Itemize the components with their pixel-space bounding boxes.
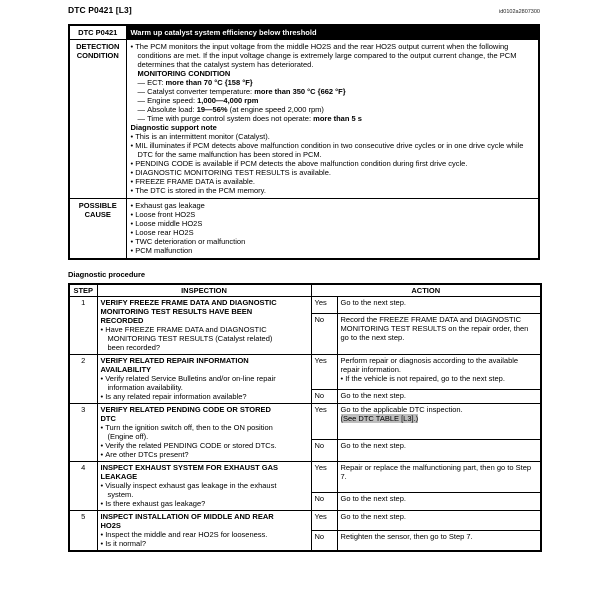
inspection-bullet: • Inspect the middle and rear HO2S for looseness. bbox=[101, 530, 281, 539]
no-action: Go to the next step. bbox=[337, 389, 541, 403]
inspection-title: VERIFY FREEZE FRAME DATA AND DIAGNOSTIC MONITORING TEST RESULTS HAVE BEEN RECORDED bbox=[100, 298, 277, 325]
column-header-step: STEP bbox=[69, 284, 97, 297]
monitoring-condition-item bbox=[138, 87, 535, 96]
yes-action: Repair or replace the malfunctioning part, then go to Step 7. bbox=[337, 462, 541, 493]
dtc-table-reference: (See DTC TABLE [L3].) bbox=[340, 414, 419, 423]
yes-action bbox=[337, 355, 541, 390]
condition-prefix: ECT: bbox=[147, 78, 166, 87]
no-action: Retighten the sensor, then go to Step 7. bbox=[337, 530, 541, 551]
detection-condition-row bbox=[69, 40, 539, 199]
monitoring-condition-item bbox=[138, 78, 535, 87]
step-number: 1 bbox=[69, 297, 97, 355]
no-label: No bbox=[311, 389, 337, 403]
dtc-header-row bbox=[69, 25, 539, 40]
step-2-yes-row bbox=[69, 355, 541, 390]
column-header-inspection: INSPECTION bbox=[97, 284, 311, 297]
doc-id: id0102a2807300 bbox=[499, 9, 540, 15]
monitoring-condition-heading: MONITORING CONDITION bbox=[137, 69, 231, 78]
inspection-bullet: • Turn the ignition switch off, then to the ON position (Engine off). bbox=[101, 423, 281, 441]
action-text: Perform repair or diagnosis according to the available repair information. bbox=[340, 356, 519, 374]
column-header-action: ACTION bbox=[311, 284, 541, 297]
dtc-summary-table bbox=[68, 24, 540, 260]
inspection-cell bbox=[97, 297, 311, 355]
condition-prefix: Time with purge control system does not operate: bbox=[147, 114, 314, 123]
inspection-cell bbox=[97, 404, 311, 462]
yes-label: Yes bbox=[311, 462, 337, 493]
inspection-bullet: • Verify the related PENDING CODE or stored DTCs. bbox=[101, 441, 281, 450]
yes-label: Yes bbox=[311, 297, 337, 314]
no-action: Go to the next step. bbox=[337, 440, 541, 462]
table-header-row bbox=[69, 284, 541, 297]
no-action: Go to the next step. bbox=[337, 492, 541, 510]
monitoring-condition-item bbox=[138, 114, 535, 123]
condition-value: more than 70 °C {158 °F} bbox=[165, 78, 253, 87]
inspection-bullet: • Are other DTCs present? bbox=[101, 450, 281, 459]
support-note-item: • FREEZE FRAME DATA is available. bbox=[131, 177, 535, 186]
inspection-cell bbox=[97, 511, 311, 552]
step-number: 4 bbox=[69, 462, 97, 511]
possible-cause-content bbox=[126, 199, 539, 260]
dtc-description-cell: Warm up catalyst system efficiency below threshold bbox=[126, 25, 539, 40]
support-note-item: • This is an intermittent monitor (Catalyst). bbox=[131, 132, 535, 141]
inspection-title: INSPECT INSTALLATION OF MIDDLE AND REAR HO2S bbox=[100, 512, 274, 530]
support-note-item: • MIL illuminates if PCM detects above malfunction condition in two consecutive drive cycles or in one drive cycle while DTC for the same malfunction has been stored in PCM. bbox=[131, 141, 535, 159]
detection-intro: • The PCM monitors the input voltage from the middle HO2S and the rear HO2S output current when the following conditions are met. If the input voltage change is extremely large compared to the output current change, the PCM determines that the catalyst system has deteriorated. bbox=[131, 42, 535, 69]
condition-prefix: Engine speed: bbox=[147, 96, 198, 105]
step-number: 5 bbox=[69, 511, 97, 552]
condition-value: more than 5 s bbox=[313, 114, 362, 123]
possible-cause-label: POSSIBLE CAUSE bbox=[69, 199, 126, 260]
detection-condition-content bbox=[126, 40, 539, 199]
monitoring-condition-item bbox=[138, 96, 535, 105]
yes-label: Yes bbox=[311, 355, 337, 390]
inspection-title: VERIFY RELATED REPAIR INFORMATION AVAILABILITY bbox=[100, 356, 249, 374]
condition-value: more than 350 °C {662 °F} bbox=[254, 87, 346, 96]
possible-cause-item: • Loose front HO2S bbox=[131, 210, 535, 219]
possible-cause-item: • TWC deterioration or malfunction bbox=[131, 237, 535, 246]
yes-action bbox=[337, 404, 541, 440]
support-note-item: • The DTC is stored in the PCM memory. bbox=[131, 186, 535, 195]
page-title: DTC P0421 [L3] bbox=[68, 5, 132, 15]
yes-label: Yes bbox=[311, 404, 337, 440]
condition-value: 19—56% bbox=[196, 105, 228, 114]
support-note-item: • DIAGNOSTIC MONITORING TEST RESULTS is available. bbox=[131, 168, 535, 177]
support-note-item: • PENDING CODE is available if PCM detects the above malfunction condition during first drive cycle. bbox=[131, 159, 535, 168]
inspection-bullet: • Is it normal? bbox=[101, 539, 281, 548]
step-3-yes-row bbox=[69, 404, 541, 440]
step-4-yes-row bbox=[69, 462, 541, 493]
inspection-title: VERIFY RELATED PENDING CODE OR STORED DTC bbox=[100, 405, 271, 423]
no-label: No bbox=[311, 530, 337, 551]
no-action: Record the FREEZE FRAME DATA and DIAGNOSTIC MONITORING TEST RESULTS on the repair order, then go to the next step. bbox=[337, 314, 541, 355]
step-number: 2 bbox=[69, 355, 97, 404]
page-header bbox=[68, 5, 540, 15]
step-1-yes-row bbox=[69, 297, 541, 314]
yes-action: Go to the next step. bbox=[337, 297, 541, 314]
step-number: 3 bbox=[69, 404, 97, 462]
step-5-yes-row bbox=[69, 511, 541, 531]
yes-action: Go to the next step. bbox=[337, 511, 541, 531]
monitoring-condition-item bbox=[138, 105, 535, 114]
inspection-title: INSPECT EXHAUST SYSTEM FOR EXHAUST GAS LEAKAGE bbox=[100, 463, 279, 481]
diagnostic-support-note-heading: Diagnostic support note bbox=[130, 123, 217, 132]
condition-prefix: Catalyst converter temperature: bbox=[147, 87, 255, 96]
inspection-bullet: • Is there exhaust gas leakage? bbox=[101, 499, 281, 508]
detection-condition-label: DETECTION CONDITION bbox=[69, 40, 126, 199]
inspection-bullet: • Visually inspect exhaust gas leakage in the exhaust system. bbox=[101, 481, 281, 499]
procedure-title: Diagnostic procedure bbox=[68, 270, 146, 279]
no-label: No bbox=[311, 314, 337, 355]
action-text: Go to the applicable DTC inspection. bbox=[340, 405, 463, 414]
inspection-cell bbox=[97, 462, 311, 511]
diagnostic-procedure-table bbox=[68, 283, 542, 552]
possible-cause-item: • PCM malfunction bbox=[131, 246, 535, 255]
inspection-cell bbox=[97, 355, 311, 404]
condition-prefix: Absolute load: bbox=[147, 105, 197, 114]
dtc-code-cell: DTC P0421 bbox=[69, 25, 126, 40]
action-note: • If the vehicle is not repaired, go to the next step. bbox=[341, 374, 538, 383]
possible-cause-item: • Loose middle HO2S bbox=[131, 219, 535, 228]
inspection-bullet: • Is any related repair information available? bbox=[101, 392, 281, 401]
condition-suffix: (at engine speed 2,000 rpm) bbox=[227, 105, 324, 114]
inspection-bullet: • Verify related Service Bulletins and/or on-line repair information availability. bbox=[101, 374, 281, 392]
possible-cause-item: • Loose rear HO2S bbox=[131, 228, 535, 237]
possible-cause-row bbox=[69, 199, 539, 260]
condition-value: 1,000—4,000 rpm bbox=[197, 96, 259, 105]
possible-cause-item: • Exhaust gas leakage bbox=[131, 201, 535, 210]
yes-label: Yes bbox=[311, 511, 337, 531]
inspection-bullet: • Have FREEZE FRAME DATA and DIAGNOSTIC MONITORING TEST RESULTS (Catalyst related) been recorded? bbox=[101, 325, 281, 352]
no-label: No bbox=[311, 440, 337, 462]
no-label: No bbox=[311, 492, 337, 510]
